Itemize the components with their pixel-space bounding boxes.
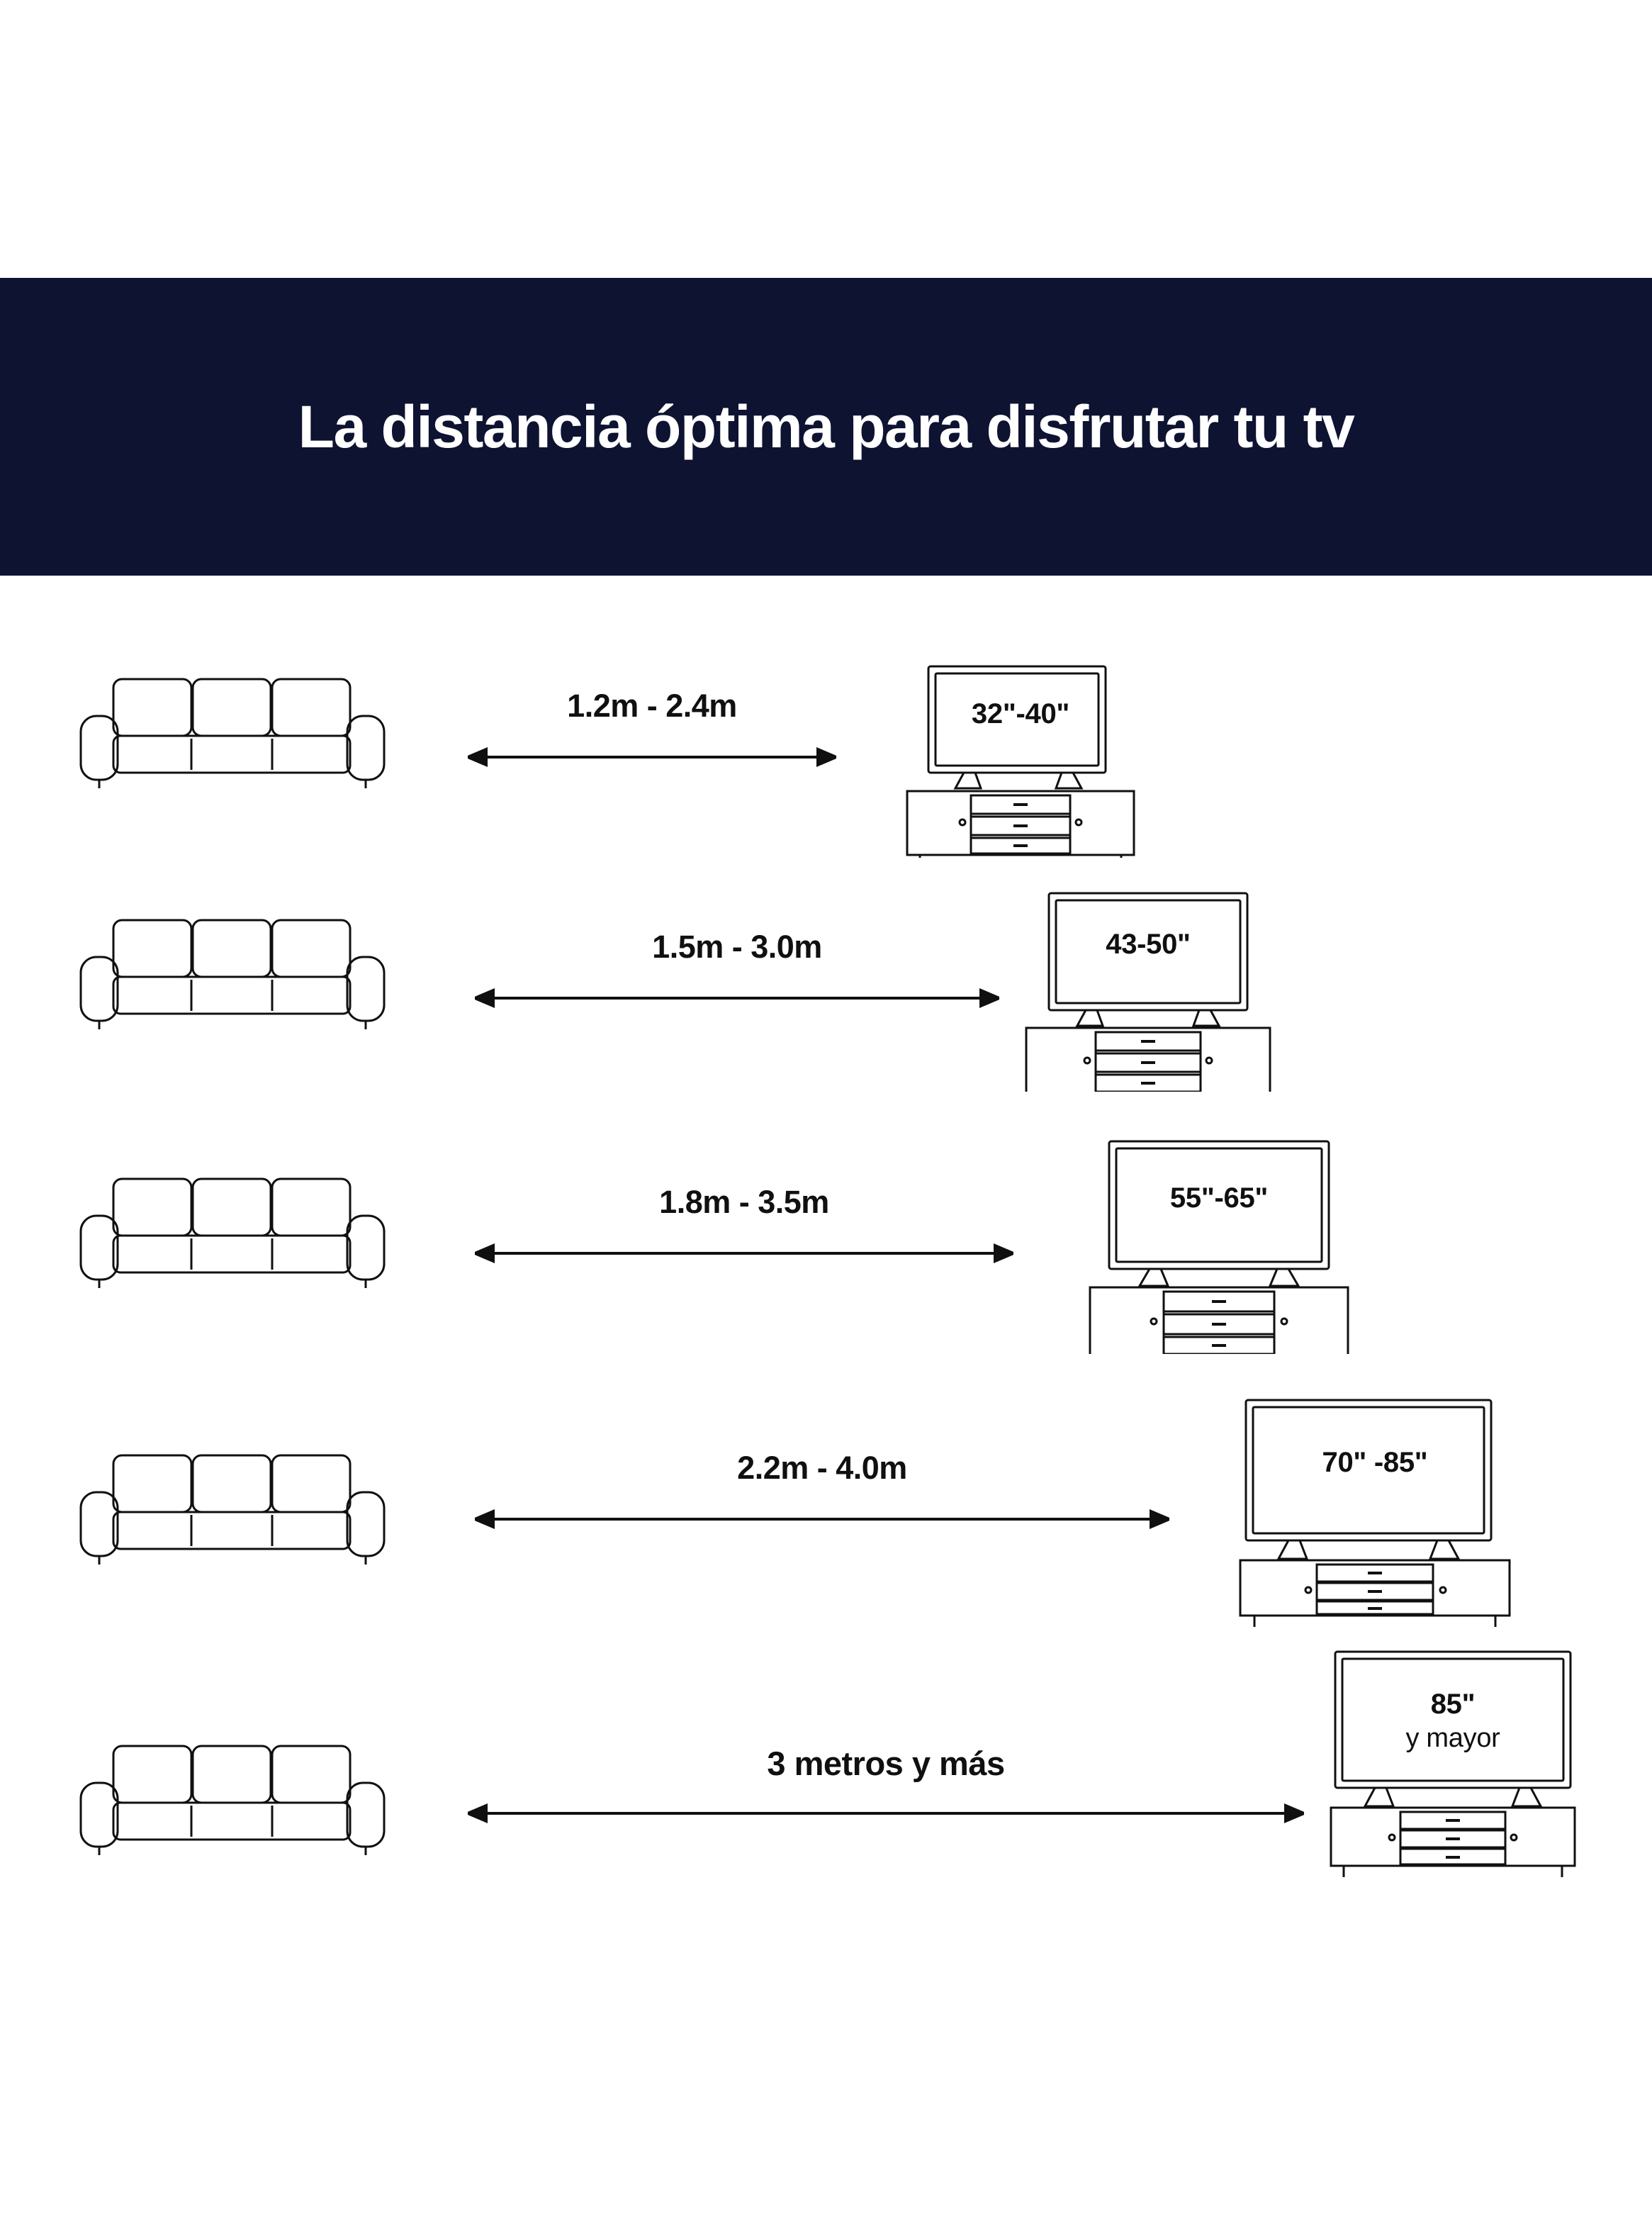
distance-label: 2.2m - 4.0m <box>737 1450 907 1486</box>
tv-unit-4 <box>1233 1393 1517 1627</box>
tv-icon <box>1021 886 1276 1092</box>
screen-size-label <box>1021 929 1276 961</box>
distance-label: 1.2m - 2.4m <box>567 688 737 724</box>
tv-icon <box>1084 1134 1354 1354</box>
screen-size-text: 32"-40" <box>971 698 1070 729</box>
distance-row-1 <box>0 666 1652 879</box>
tv-icon <box>1325 1645 1580 1879</box>
screen-size-text: 55"-65" <box>1169 1182 1269 1214</box>
distance-row-4 <box>0 1407 1652 1648</box>
sofa-icon <box>71 673 397 794</box>
double-arrow-icon <box>468 1799 1304 1828</box>
distance-row-2 <box>0 907 1652 1120</box>
screen-size-text: 70" -85" <box>1322 1447 1428 1478</box>
sofa-icon <box>71 1450 397 1570</box>
tv-unit-1 <box>900 659 1141 858</box>
screen-size-subtext: y mayor <box>1405 1723 1500 1753</box>
tv-unit-5 <box>1325 1645 1580 1879</box>
page-title: La distancia óptima para disfrutar tu tv <box>298 393 1354 460</box>
tv-icon <box>1233 1393 1517 1627</box>
distance-label: 1.5m - 3.0m <box>652 929 822 965</box>
distance-label: 3 metros y más <box>767 1745 1005 1782</box>
tv-unit-2 <box>1021 886 1276 1092</box>
screen-size-label <box>1325 1689 1580 1754</box>
screen-size-label <box>1084 1182 1354 1214</box>
tv-icon <box>900 659 1141 858</box>
distance-row-3 <box>0 1155 1652 1382</box>
double-arrow-icon <box>475 1239 1013 1267</box>
header-band <box>0 278 1652 576</box>
sofa-icon <box>71 1740 397 1861</box>
screen-size-text: 43-50" <box>1106 929 1191 960</box>
screen-size-label <box>1233 1447 1517 1479</box>
screen-size-label <box>900 698 1141 730</box>
distance-row-5 <box>0 1645 1652 1900</box>
screen-size-text: 85" <box>1430 1689 1476 1720</box>
distance-label: 1.8m - 3.5m <box>659 1184 829 1220</box>
double-arrow-icon <box>468 743 836 771</box>
sofa-icon <box>71 914 397 1035</box>
double-arrow-icon <box>475 1505 1169 1533</box>
sofa-icon <box>71 1173 397 1294</box>
tv-unit-3 <box>1084 1134 1354 1354</box>
double-arrow-icon <box>475 984 999 1012</box>
